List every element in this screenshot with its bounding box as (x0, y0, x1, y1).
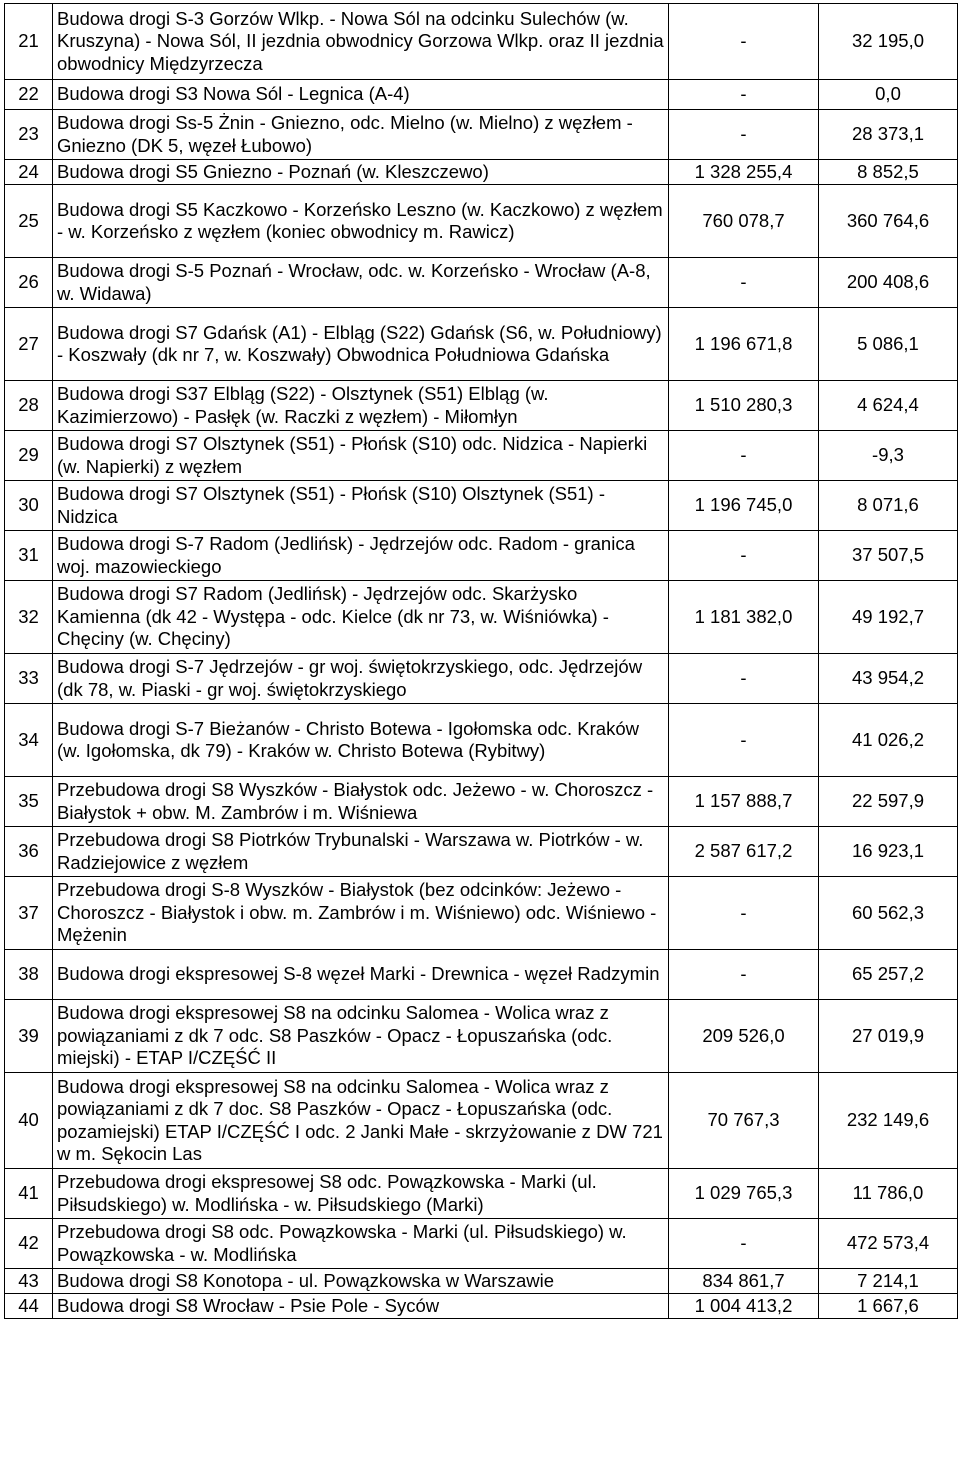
value-column-2: 360 764,6 (819, 185, 958, 258)
value-column-2: 49 192,7 (819, 581, 958, 654)
value-column-2: 8 071,6 (819, 481, 958, 531)
value-column-2: 28 373,1 (819, 110, 958, 160)
road-description: Budowa drogi Ss-5 Żnin - Gniezno, odc. Mielno (w. Mielno) z węzłem - Gniezno (DK 5, węzeł Łubowo) (53, 110, 669, 160)
value-column-2: -9,3 (819, 431, 958, 481)
road-description: Budowa drogi S7 Radom (Jedlińsk) - Jędrzejów odc. Skarżysko Kamienna (dk 42 - Występa - odc. Kielce (dk nr 73, w. Wiśniówka) - Chęciny (w. Chęciny) (53, 581, 669, 654)
value-column-1: - (669, 531, 819, 581)
road-description: Budowa drogi S-7 Radom (Jedlińsk) - Jędrzejów odc. Radom - granica woj. mazowieckiego (53, 531, 669, 581)
value-column-1: - (669, 110, 819, 160)
value-column-1: 1 004 413,2 (669, 1294, 819, 1319)
row-number: 30 (5, 481, 53, 531)
value-column-2: 1 667,6 (819, 1294, 958, 1319)
road-description: Budowa drogi S7 Gdańsk (A1) - Elbląg (S22) Gdańsk (S6, w. Południowy) - Koszwały (dk nr 7, w. Koszwały) Obwodnica Południowa Gdańska (53, 308, 669, 381)
road-description: Przebudowa drogi S8 Piotrków Trybunalski - Warszawa w. Piotrków - w. Radziejowice z węzłem (53, 827, 669, 877)
value-column-2: 32 195,0 (819, 4, 958, 80)
road-description: Budowa drogi S8 Wrocław - Psie Pole - Syców (53, 1294, 669, 1319)
value-column-1: 1 181 382,0 (669, 581, 819, 654)
table-row (5, 1000, 958, 1073)
road-description: Budowa drogi ekspresowej S8 na odcinku Salomea - Wolica wraz z powiązaniami z dk 7 odc. S8 Paszków - Opacz - Łopuszańska (odc. miejski) - ETAP I/CZĘŚĆ II (53, 1000, 669, 1073)
value-column-2: 16 923,1 (819, 827, 958, 877)
table-row (5, 185, 958, 258)
row-number: 23 (5, 110, 53, 160)
value-column-2: 8 852,5 (819, 160, 958, 185)
road-description: Budowa drogi S-7 Bieżanów - Christo Botewa - Igołomska odc. Kraków (w. Igołomska, dk 79) - Kraków w. Christo Botewa (Rybitwy) (53, 704, 669, 777)
row-number: 33 (5, 654, 53, 704)
value-column-1: - (669, 654, 819, 704)
row-number: 32 (5, 581, 53, 654)
road-description: Przebudowa drogi S8 odc. Powązkowska - Marki (ul. Piłsudskiego) w. Powązkowska - w. Modlińska (53, 1219, 669, 1269)
road-description: Budowa drogi S7 Olsztynek (S51) - Płońsk (S10) odc. Nidzica - Napierki (w. Napierki) z węzłem (53, 431, 669, 481)
road-description: Przebudowa drogi ekspresowej S8 odc. Powązkowska - Marki (ul. Piłsudskiego) w. Modlińska - w. Piłsudskiego (Marki) (53, 1169, 669, 1219)
road-description: Budowa drogi S-3 Gorzów Wlkp. - Nowa Sól na odcinku Sulechów (w. Kruszyna) - Nowa Sól, II jezdnia obwodnicy Gorzowa Wlkp. oraz II jezdnia obwodnicy Międzyrzecza (53, 4, 669, 80)
row-number: 37 (5, 877, 53, 950)
table-row (5, 581, 958, 654)
table-row (5, 1219, 958, 1269)
row-number: 43 (5, 1269, 53, 1294)
table-row (5, 4, 958, 80)
table-row (5, 80, 958, 110)
row-number: 21 (5, 4, 53, 80)
value-column-1: 1 510 280,3 (669, 381, 819, 431)
road-description: Przebudowa drogi S-8 Wyszków - Białystok (bez odcinków: Jeżewo - Choroszcz - Białystok i obw. m. Zambrów i m. Wiśniewo) odc. Wiśniewo - Mężenin (53, 877, 669, 950)
row-number: 41 (5, 1169, 53, 1219)
value-column-2: 65 257,2 (819, 950, 958, 1000)
value-column-2: 7 214,1 (819, 1269, 958, 1294)
row-number: 34 (5, 704, 53, 777)
road-description: Przebudowa drogi S8 Wyszków - Białystok odc. Jeżewo - w. Choroszcz - Białystok + obw. M. Zambrów i m. Wiśniewa (53, 777, 669, 827)
road-description: Budowa drogi S5 Gniezno - Poznań (w. Kleszczewo) (53, 160, 669, 185)
row-number: 24 (5, 160, 53, 185)
value-column-2: 11 786,0 (819, 1169, 958, 1219)
row-number: 27 (5, 308, 53, 381)
row-number: 28 (5, 381, 53, 431)
value-column-1: - (669, 1219, 819, 1269)
value-column-2: 43 954,2 (819, 654, 958, 704)
road-description: Budowa drogi S-5 Poznań - Wrocław, odc. w. Korzeńsko - Wrocław (A-8, w. Widawa) (53, 258, 669, 308)
road-description: Budowa drogi ekspresowej S-8 węzeł Marki - Drewnica - węzeł Radzymin (53, 950, 669, 1000)
table-body (5, 4, 958, 1319)
value-column-2: 60 562,3 (819, 877, 958, 950)
value-column-1: 70 767,3 (669, 1073, 819, 1169)
row-number: 26 (5, 258, 53, 308)
row-number: 35 (5, 777, 53, 827)
row-number: 40 (5, 1073, 53, 1169)
table-row (5, 654, 958, 704)
table-row (5, 1294, 958, 1319)
table-row (5, 531, 958, 581)
value-column-2: 5 086,1 (819, 308, 958, 381)
table-row (5, 160, 958, 185)
row-number: 25 (5, 185, 53, 258)
value-column-2: 41 026,2 (819, 704, 958, 777)
table-row (5, 1073, 958, 1169)
value-column-2: 232 149,6 (819, 1073, 958, 1169)
table-row (5, 777, 958, 827)
table-row (5, 431, 958, 481)
table-row (5, 827, 958, 877)
table-row (5, 110, 958, 160)
road-description: Budowa drogi ekspresowej S8 na odcinku Salomea - Wolica wraz z powiązaniami z dk 7 doc. S8 Paszków - Opacz - Łopuszańska (odc. pozamiejski) ETAP I/CZĘŚĆ I odc. 2 Janki Małe - skrzyżowanie z DW 721 w m. Sękocin Las (53, 1073, 669, 1169)
value-column-1: - (669, 258, 819, 308)
row-number: 31 (5, 531, 53, 581)
value-column-1: - (669, 877, 819, 950)
row-number: 42 (5, 1219, 53, 1269)
value-column-2: 472 573,4 (819, 1219, 958, 1269)
value-column-2: 37 507,5 (819, 531, 958, 581)
table-row (5, 1269, 958, 1294)
row-number: 29 (5, 431, 53, 481)
row-number: 44 (5, 1294, 53, 1319)
road-description: Budowa drogi S-7 Jędrzejów - gr woj. świętokrzyskiego, odc. Jędrzejów (dk 78, w. Piaski - gr woj. świętokrzyskiego (53, 654, 669, 704)
row-number: 38 (5, 950, 53, 1000)
road-description: Budowa drogi S3 Nowa Sól - Legnica (A-4) (53, 80, 669, 110)
road-description: Budowa drogi S7 Olsztynek (S51) - Płońsk (S10) Olsztynek (S51) - Nidzica (53, 481, 669, 531)
row-number: 39 (5, 1000, 53, 1073)
value-column-1: - (669, 950, 819, 1000)
road-description: Budowa drogi S8 Konotopa - ul. Powązkowska w Warszawie (53, 1269, 669, 1294)
value-column-1: 1 029 765,3 (669, 1169, 819, 1219)
row-number: 36 (5, 827, 53, 877)
value-column-1: 209 526,0 (669, 1000, 819, 1073)
value-column-1: 834 861,7 (669, 1269, 819, 1294)
value-column-1: 1 328 255,4 (669, 160, 819, 185)
value-column-1: - (669, 431, 819, 481)
value-column-1: - (669, 4, 819, 80)
road-description: Budowa drogi S37 Elbląg (S22) - Olsztynek (S51) Elbląg (w. Kazimierzowo) - Pasłęk (w. Raczki z węzłem) - Miłomłyn (53, 381, 669, 431)
table-row (5, 1169, 958, 1219)
value-column-2: 27 019,9 (819, 1000, 958, 1073)
value-column-1: 1 196 671,8 (669, 308, 819, 381)
value-column-2: 4 624,4 (819, 381, 958, 431)
table-row (5, 258, 958, 308)
value-column-1: 1 157 888,7 (669, 777, 819, 827)
table-row (5, 950, 958, 1000)
value-column-1: 2 587 617,2 (669, 827, 819, 877)
table-row (5, 704, 958, 777)
table-row (5, 481, 958, 531)
value-column-1: - (669, 80, 819, 110)
table-row (5, 308, 958, 381)
row-number: 22 (5, 80, 53, 110)
road-investments-table (4, 3, 958, 1319)
value-column-1: 760 078,7 (669, 185, 819, 258)
value-column-1: 1 196 745,0 (669, 481, 819, 531)
value-column-2: 200 408,6 (819, 258, 958, 308)
table-row (5, 381, 958, 431)
table-row (5, 877, 958, 950)
road-description: Budowa drogi S5 Kaczkowo - Korzeńsko Leszno (w. Kaczkowo) z węzłem - w. Korzeńsko z węzłem (koniec obwodnicy m. Rawicz) (53, 185, 669, 258)
value-column-2: 0,0 (819, 80, 958, 110)
value-column-1: - (669, 704, 819, 777)
value-column-2: 22 597,9 (819, 777, 958, 827)
